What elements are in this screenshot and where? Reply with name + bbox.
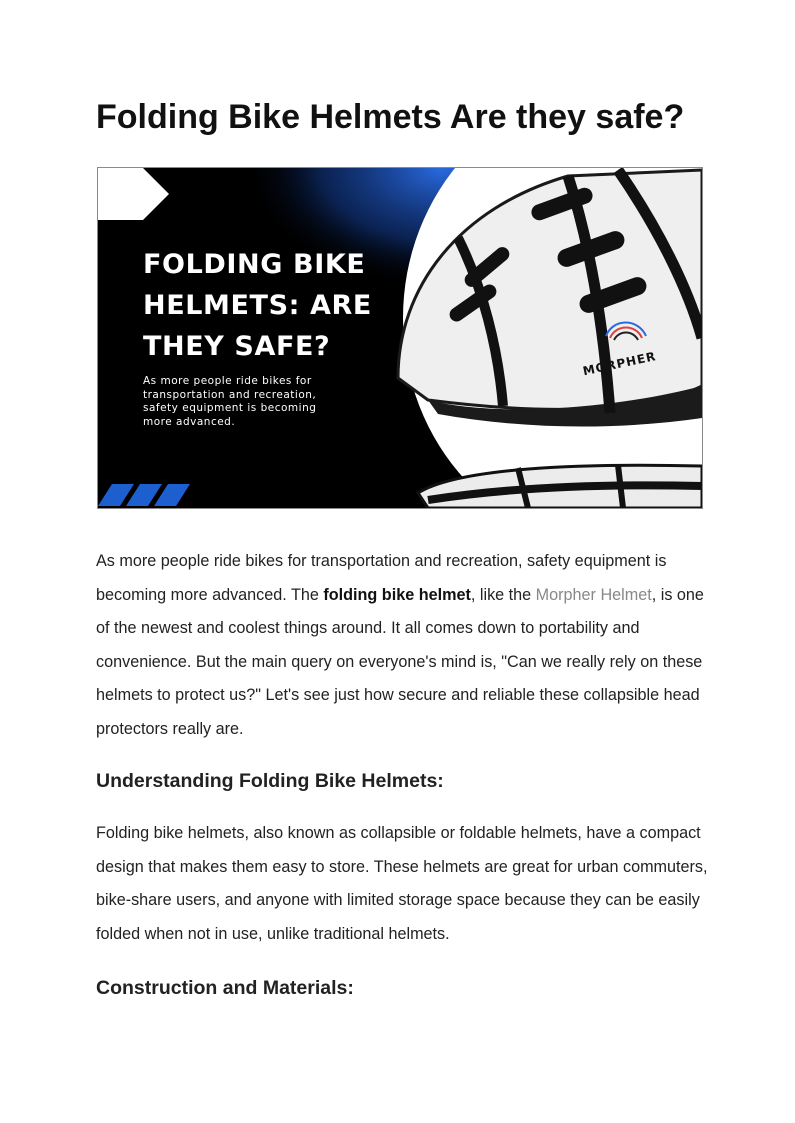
hero-subtext-line: safety equipment is becoming — [143, 402, 317, 414]
hero-subtext-line: more advanced. — [143, 415, 236, 428]
intro-paragraph — [96, 545, 716, 746]
hero-heading — [143, 244, 383, 367]
bold-keyword: folding bike helmet — [323, 585, 471, 604]
section-heading-understanding: Understanding Folding Bike Helmets: — [96, 770, 444, 792]
hero-heading-line: THEY SAFE? — [143, 331, 331, 362]
hero-heading-line: FOLDING BIKE — [143, 249, 366, 280]
intro-text: , like the — [470, 585, 536, 604]
stripe-decoration — [98, 484, 190, 506]
hero-text-block — [143, 244, 383, 429]
intro-text: As more people ride bikes for transportation and recreation, safety equipment is becoming more advanced. The — [96, 552, 667, 604]
hero-subtext-line: As more people ride bikes for — [143, 375, 312, 387]
hero-image — [97, 167, 703, 509]
brand-logo-text: MORPHER — [581, 349, 658, 379]
section-heading-construction: Construction and Materials: — [96, 977, 354, 999]
intro-text: , is one of the newest and coolest things around. It all comes down to portability and convenience. But the main query on everyone's mind is, "Can we really rely on these helmets to protect us?" Let's see just how secure and reliable these collapsible head protectors really are. — [96, 585, 704, 738]
hero-subtext-line: transportation and recreation, — [143, 388, 317, 401]
hero-subtext — [143, 375, 383, 429]
section-paragraph-understanding: Folding bike helmets, also known as collapsible or foldable helmets, have a compact design that makes them easy to store. These helmets are great for urban commuters, bike-share users, and anyone with limited storage space because they can be easily folded when not in use, unlike traditional helmets. — [96, 824, 708, 943]
article-title: Folding Bike Helmets Are they safe? — [96, 98, 685, 136]
hero-heading-line: HELMETS: ARE — [143, 290, 372, 321]
morpher-helmet-link[interactable]: Morpher Helmet — [535, 585, 652, 604]
